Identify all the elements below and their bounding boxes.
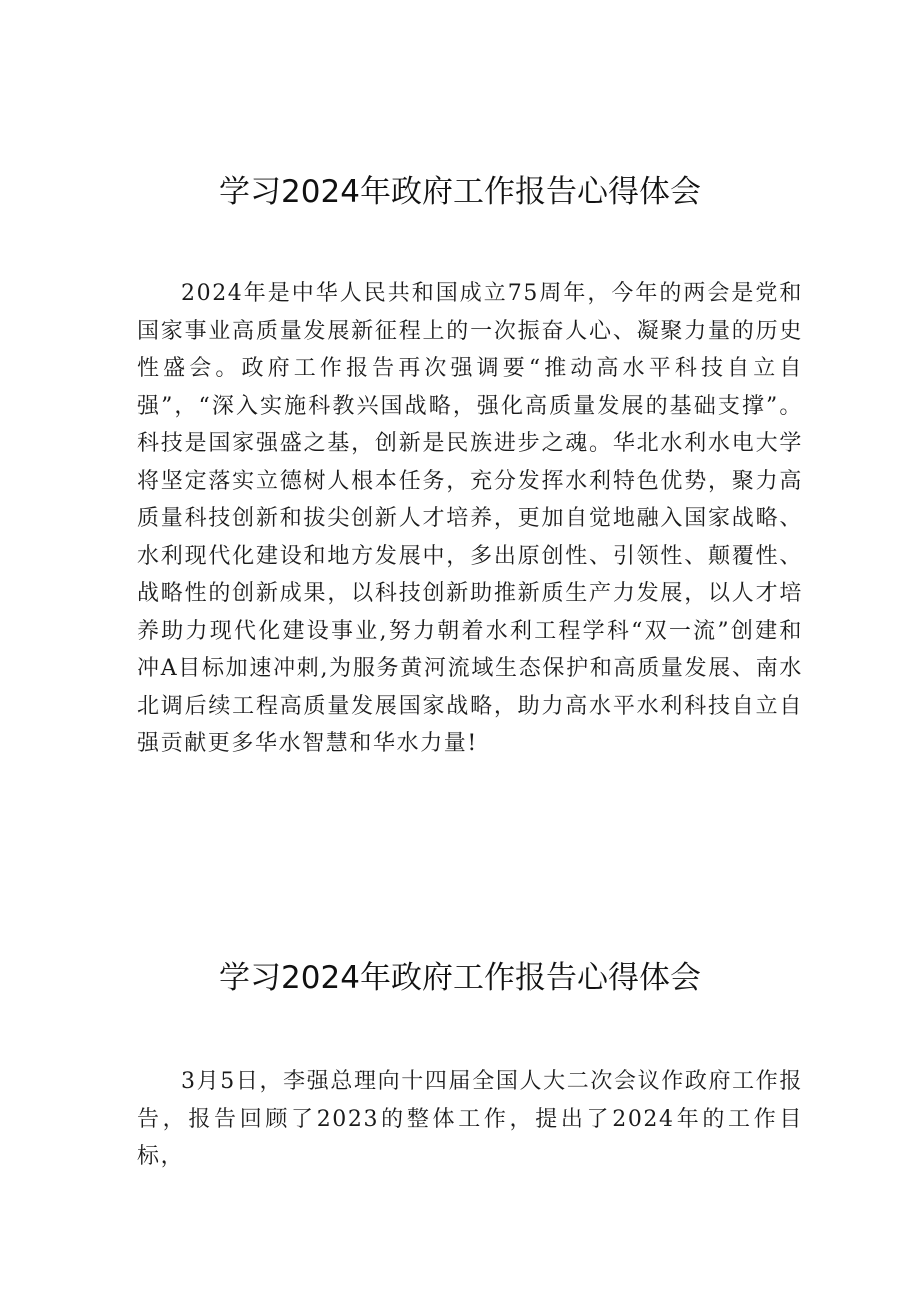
section-title-1: 学习2024年政府工作报告心得体会 [219, 174, 701, 210]
section-body-1: 2024年是中华人民共和国成立75周年，今年的两会是党和国家事业高质量发展新征程上的一次振奋人心、凝聚力量的历史性盛会。政府工作报告再次强调要“推动高水平科技自立自强”，“深入实施科教兴国战略，强化高质量发展的基础支撑”。科技是国家强盛之基，创新是民族进步之魂。华北水利水电大学将坚定落实立德树人根本任务，充分发挥水利特色优势，聚力高质量科技创新和拔尖创新人才培养，更加自觉地融入国家战略、水利现代化建设和地方发展中，多出原创性、引领性、颠覆性、战略性的创新成果，以科技创新助推新质生产力发展，以人才培养助力现代化建设事业,努力朝着水利工程学科“双一流”创建和冲A目标加速冲刺,为服务黄河流域生态保护和高质量发展、南水北调后续工程高质量发展国家战略，助力高水平水利科技自立自强贡献更多华水智慧和华水力量! [137, 281, 803, 756]
section-body-2: 3月5日，李强总理向十四届全国人大二次会议作政府工作报告，报告回顾了2023的整体工作，提出了2024年的工作目标， [137, 1069, 803, 1169]
section-title-2: 学习2024年政府工作报告心得体会 [219, 960, 701, 996]
